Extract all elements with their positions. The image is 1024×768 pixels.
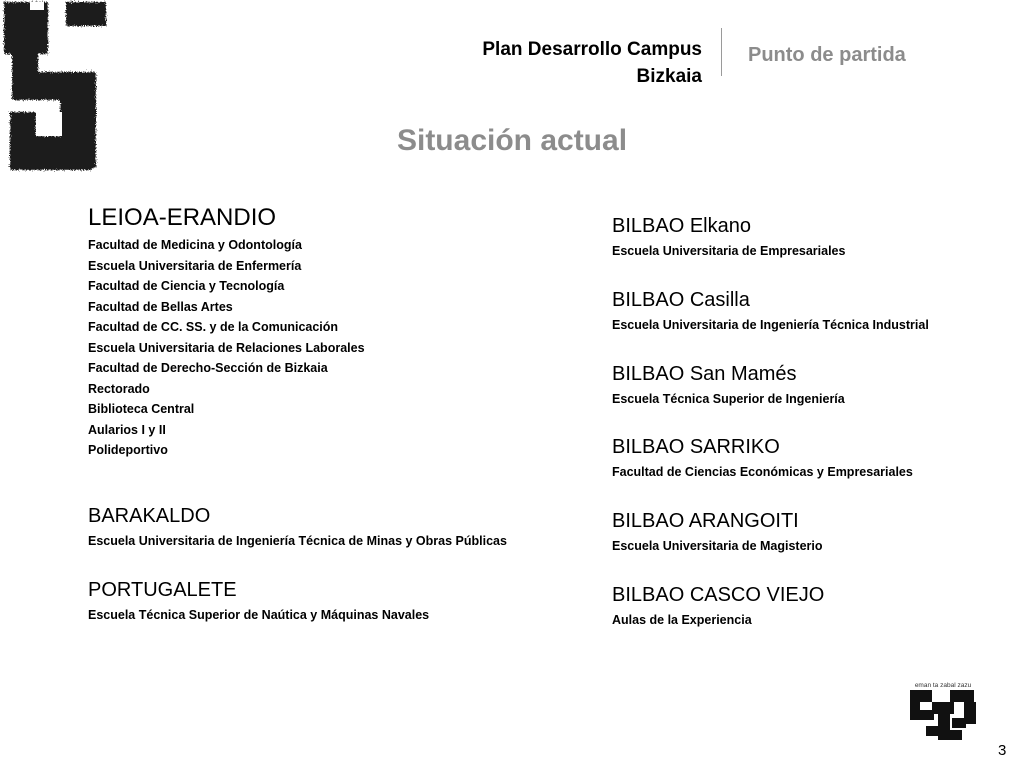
slide-title: Situación actual	[396, 124, 628, 157]
faculty-item: Escuela Universitaria de Magisterio	[612, 539, 823, 553]
campus-bilbao-casco-viejo	[612, 583, 824, 631]
faculty-item: Facultad de Ciencias Económicas y Empresariales	[612, 465, 913, 479]
campus-bilbao-casilla	[612, 288, 929, 336]
campus-bilbao-sarriko	[612, 435, 913, 483]
faculty-item: Aulas de la Experiencia	[612, 613, 752, 627]
presentation-title-line-2: Bizkaia	[636, 66, 702, 87]
faculty-item: Aularios I y II	[88, 422, 166, 437]
campus-barakaldo	[88, 504, 507, 552]
university-emblem-icon	[904, 680, 982, 742]
faculty-item: Escuela Universitaria de Relaciones Laborales	[88, 340, 365, 355]
faculty-item: Escuela Universitaria de Ingeniería Técnica Industrial	[612, 318, 929, 332]
faculty-list	[612, 610, 824, 631]
campus-name: BARAKALDO	[88, 505, 211, 527]
faculty-list	[612, 462, 913, 483]
faculty-item: Escuela Universitaria de Ingeniería Técnica de Minas y Obras Públicas	[88, 534, 507, 548]
faculty-item: Escuela Técnica Superior de Naútica y Máquinas Navales	[88, 608, 430, 622]
campus-portugalete	[88, 578, 429, 626]
faculty-item: Escuela Universitaria de Enfermería	[88, 258, 302, 273]
faculty-item: Facultad de Derecho-Sección de Bizkaia	[88, 361, 328, 375]
faculty-list	[612, 389, 845, 410]
faculty-item: Polideportivo	[88, 443, 168, 457]
presentation-title	[482, 36, 702, 90]
faculty-list	[88, 235, 365, 461]
faculty-list	[612, 536, 823, 557]
faculty-item: Facultad de CC. SS. y de la Comunicación	[88, 320, 339, 334]
faculty-list	[612, 241, 845, 262]
header-divider	[721, 28, 722, 76]
faculty-item: Biblioteca Central	[88, 402, 195, 416]
campus-name: BILBAO CASCO VIEJO	[612, 584, 825, 606]
page-number: 3	[998, 742, 1007, 759]
faculty-item: Facultad de Ciencia y Tecnología	[88, 279, 285, 293]
section-label: Punto de partida	[748, 44, 906, 66]
faculty-list	[612, 315, 929, 336]
campus-name: BILBAO San Mamés	[612, 363, 797, 385]
faculty-item: Facultad de Medicina y Odontología	[88, 238, 302, 252]
campus-name: PORTUGALETE	[88, 579, 237, 601]
emblem-caption: eman ta zabal zazu	[914, 682, 972, 689]
faculty-list	[88, 605, 429, 626]
campus-name: BILBAO SARRIKO	[612, 436, 780, 458]
faculty-item: Rectorado	[88, 381, 150, 396]
campus-bilbao-arangoiti	[612, 509, 823, 557]
faculty-item: Facultad de Bellas Artes	[88, 299, 233, 314]
campus-name: BILBAO ARANGOITI	[612, 510, 799, 532]
presentation-title-line-1: Plan Desarrollo Campus	[482, 39, 702, 60]
campus-name: BILBAO Elkano	[612, 215, 751, 237]
campus-leioa-erandio	[88, 204, 365, 461]
faculty-item: Escuela Técnica Superior de Ingeniería	[612, 392, 845, 406]
campus-name: BILBAO Casilla	[612, 289, 750, 311]
campus-bilbao-elkano	[612, 214, 845, 262]
faculty-list	[88, 531, 507, 552]
faculty-item: Escuela Universitaria de Empresariales	[612, 244, 846, 258]
campus-name: LEIOA-ERANDIO	[88, 204, 277, 231]
campus-bilbao-san-mames	[612, 362, 845, 410]
